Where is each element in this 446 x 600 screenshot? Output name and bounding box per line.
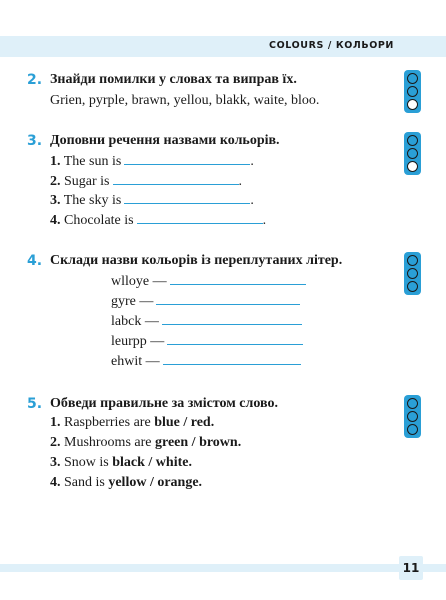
list-item	[111, 293, 300, 310]
difficulty-indicator	[404, 132, 421, 175]
difficulty-dot-filled	[407, 255, 418, 266]
item-number: 1.	[50, 415, 61, 430]
page-number-box	[399, 556, 423, 580]
item-text: Snow is	[64, 455, 109, 470]
list-item	[50, 192, 254, 209]
item-number: 1.	[50, 154, 61, 169]
item-number: 2.	[50, 174, 61, 189]
list-item	[50, 415, 214, 431]
list-item	[50, 173, 242, 190]
item-number: 4.	[50, 475, 61, 490]
answer-blank[interactable]	[163, 353, 301, 365]
scrambled-word: leurpp —	[111, 334, 165, 349]
task-text: Grien, pyrple, brawn, yellou, blakk, waite, bloo.	[50, 93, 320, 108]
item-number: 3.	[50, 193, 61, 208]
task-instruction: Обведи правильне за змістом слово.	[50, 396, 278, 411]
item-text: The sky is	[63, 193, 122, 208]
item-end: .	[250, 193, 254, 208]
item-end: .	[238, 174, 242, 189]
list-item	[111, 353, 301, 370]
scrambled-word: gyre —	[111, 294, 154, 309]
list-item	[111, 333, 303, 350]
difficulty-dot-filled	[407, 281, 418, 292]
list-item	[111, 273, 306, 290]
difficulty-dot-filled	[407, 424, 418, 435]
task-instruction: Знайди помилки у словах та виправ їх.	[50, 72, 297, 87]
task-number: 2.	[27, 72, 43, 88]
task-instruction: Склади назви кольорів із переплутаних літер.	[50, 253, 343, 268]
difficulty-indicator	[404, 70, 421, 113]
item-number: 2.	[50, 435, 61, 450]
answer-blank[interactable]	[170, 273, 306, 285]
scrambled-word: labck —	[111, 314, 159, 329]
task-instruction: Доповни речення назвами кольорів.	[50, 133, 280, 148]
difficulty-dot-filled	[407, 398, 418, 409]
task-number: 4.	[27, 253, 43, 269]
answer-options[interactable]: black / white.	[112, 455, 192, 470]
answer-blank[interactable]	[124, 153, 250, 165]
list-item	[50, 475, 202, 491]
difficulty-dot-filled	[407, 411, 418, 422]
answer-options[interactable]: yellow / orange.	[108, 475, 203, 490]
answer-blank[interactable]	[167, 333, 303, 345]
task-number: 3.	[27, 133, 43, 149]
page-header-title: COLOURS / КОЛЬОРИ	[269, 40, 394, 51]
difficulty-indicator	[404, 252, 421, 295]
list-item	[50, 435, 241, 451]
item-text: Raspberries are	[64, 415, 151, 430]
list-item	[50, 455, 192, 471]
list-item	[111, 313, 302, 330]
list-item	[50, 212, 266, 229]
task-number: 5.	[27, 396, 43, 412]
item-end: .	[262, 213, 267, 228]
item-text: Sugar is	[64, 174, 110, 189]
difficulty-dot-filled	[407, 73, 418, 84]
difficulty-dot-filled	[407, 86, 418, 97]
footer-band	[0, 564, 446, 572]
scrambled-word: wlloye —	[111, 274, 167, 289]
answer-blank[interactable]	[156, 293, 300, 305]
answer-blank[interactable]	[162, 313, 302, 325]
list-item	[50, 153, 254, 170]
item-number: 3.	[50, 455, 61, 470]
difficulty-dot-filled	[407, 148, 418, 159]
answer-blank[interactable]	[137, 212, 263, 224]
answer-options[interactable]: green / brown.	[155, 435, 242, 450]
item-end: .	[250, 154, 254, 169]
item-number: 4.	[50, 213, 61, 228]
difficulty-dot-empty	[407, 161, 418, 172]
item-text: Mushrooms are	[64, 435, 152, 450]
difficulty-dot-empty	[407, 99, 418, 110]
difficulty-indicator	[404, 395, 421, 438]
item-text: The sun is	[63, 154, 122, 169]
page-number: 11	[402, 561, 420, 575]
answer-options[interactable]: blue / red.	[154, 415, 215, 430]
difficulty-dot-filled	[407, 268, 418, 279]
difficulty-dot-filled	[407, 135, 418, 146]
answer-blank[interactable]	[113, 173, 239, 185]
item-text: Chocolate is	[64, 213, 134, 228]
item-text: Sand is	[64, 475, 105, 490]
scrambled-word: ehwit —	[111, 354, 160, 369]
answer-blank[interactable]	[124, 192, 250, 204]
